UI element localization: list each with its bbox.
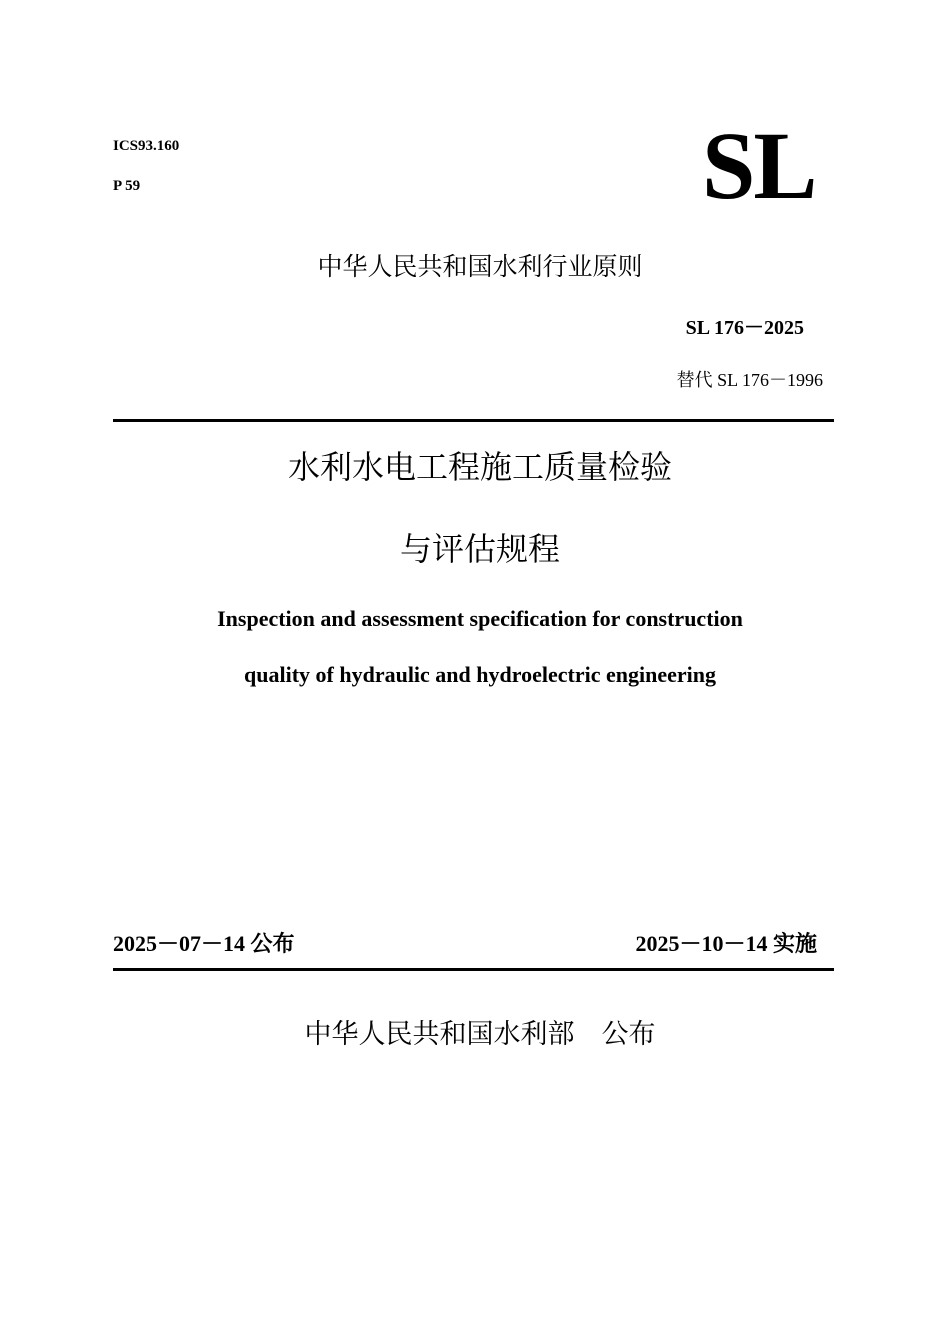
title-cn-line1: 水利水电工程施工质量检验 [287,448,672,486]
replaces-standard: 替代 SL 176－1996 [676,370,823,390]
title-en-line2: quality of hydraulic and hydroelectric engineering [244,662,716,687]
standard-category: 中华人民共和国水利行业原则 [317,252,643,281]
publisher: 中华人民共和国水利部 公布 [304,1019,656,1050]
classification-code: P 59 [113,178,141,194]
bottom-divider [113,968,834,971]
publish-date: 2025－07－14 公布 [113,931,295,956]
top-divider [113,419,834,422]
standard-number: SL 176－2025 [685,317,804,339]
effective-date: 2025－10－14 实施 [635,931,817,956]
sl-logo: SL [702,112,816,219]
ics-code: ICS93.160 [113,138,180,154]
title-cn-line2: 与评估规程 [399,530,560,568]
title-en-line1: Inspection and assessment specification for construction [217,606,743,631]
